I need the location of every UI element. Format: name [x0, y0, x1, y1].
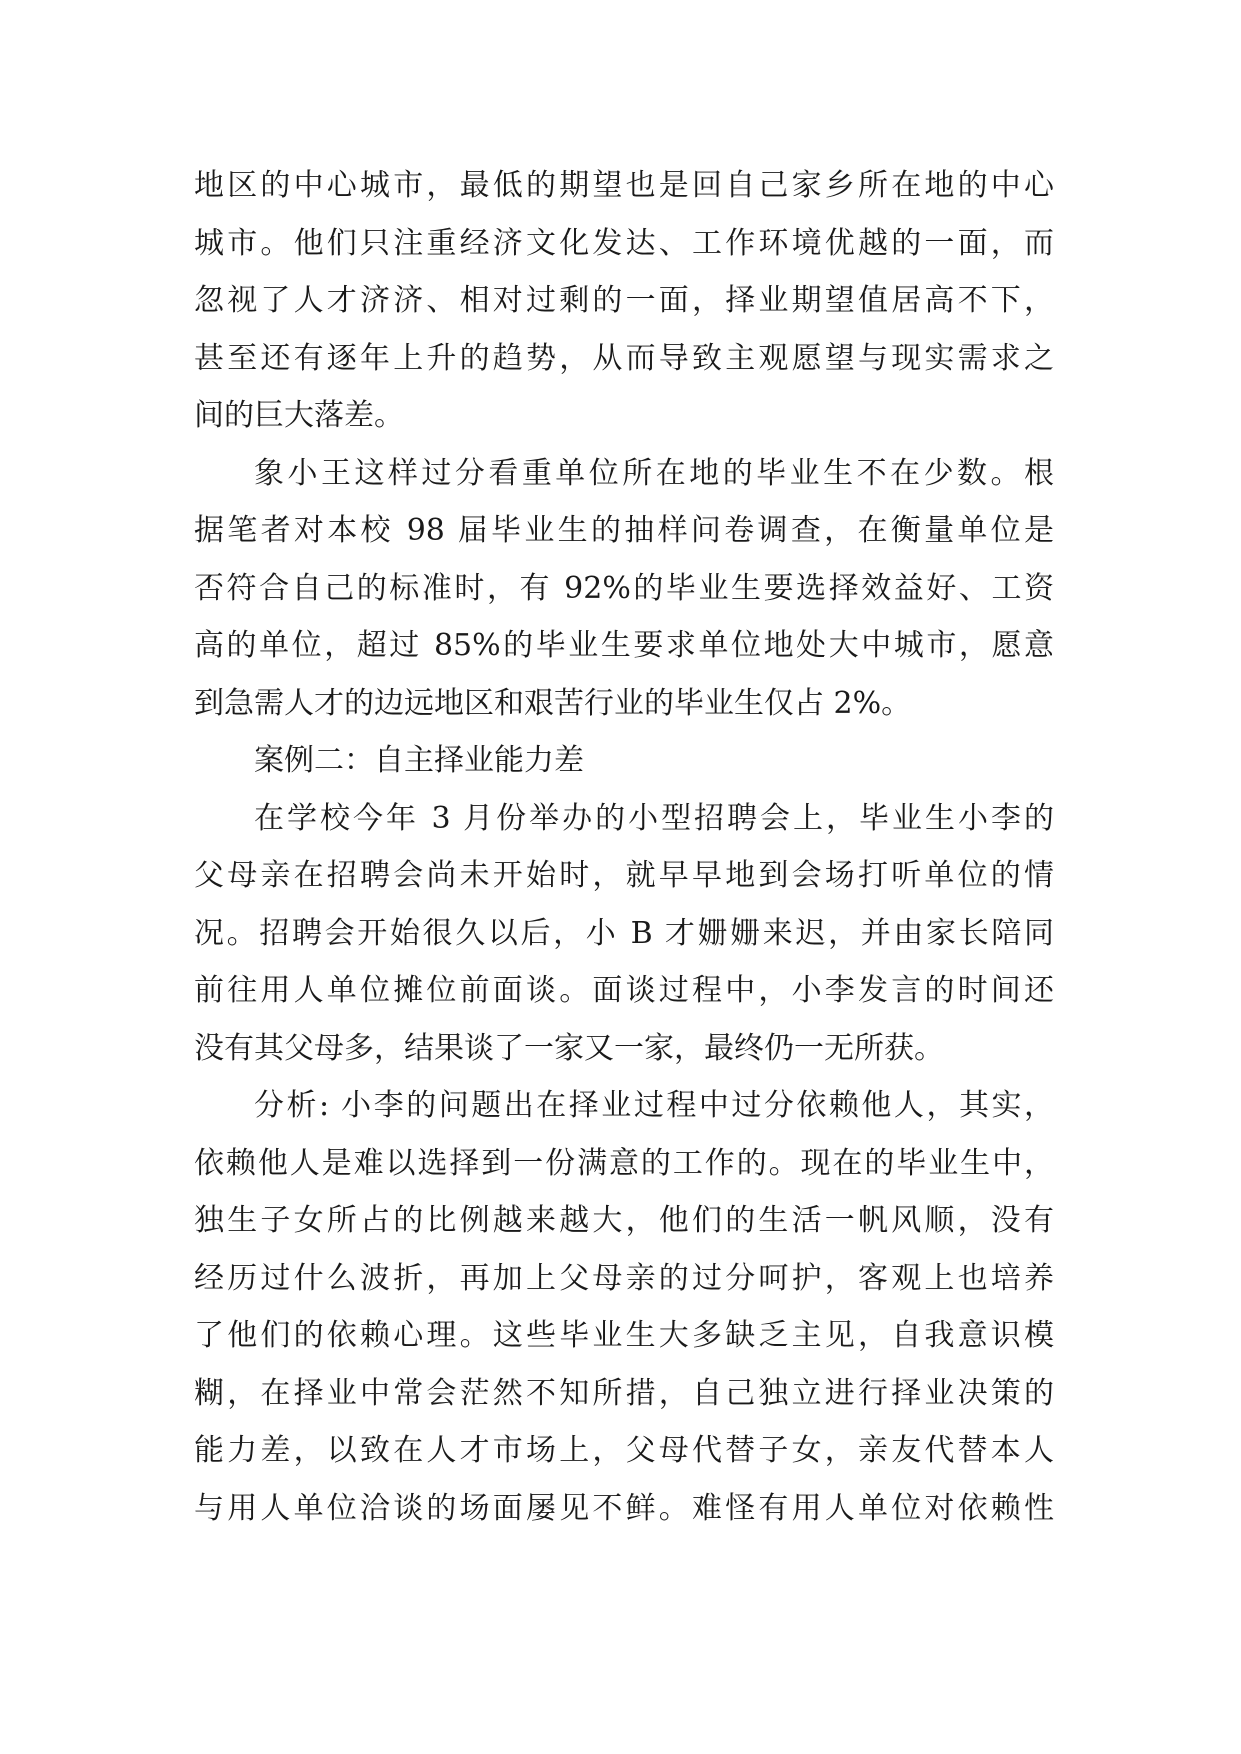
text-line: 到急需人才的边远地区和艰苦行业的毕业生仅占 2%。	[194, 685, 912, 721]
text-line: 城市。他们只注重经济文化发达、工作环境优越的一面，而	[194, 225, 1054, 261]
text-line: 没有其父母多，结果谈了一家又一家，最终仍一无所获。	[194, 1030, 944, 1066]
text-line: 依赖他人是难以选择到一份满意的工作的。现在的毕业生中，	[194, 1145, 1054, 1181]
text-line: 甚至还有逐年上升的趋势，从而导致主观愿望与现实需求之	[194, 340, 1054, 376]
text-line: 了他们的依赖心理。这些毕业生大多缺乏主见，自我意识模	[194, 1318, 1054, 1353]
text-line: 独生子女所占的比例越来越大，他们的生活一帆风顺，没有	[194, 1203, 1054, 1238]
text-line: 否符合自己的标准时，有 92%的毕业生要选择效益好、工资	[194, 570, 1054, 606]
case-heading	[194, 732, 1054, 790]
text-line: 经历过什么波折，再加上父母亲的过分呵护，客观上也培养	[194, 1260, 1054, 1296]
text-line: 高的单位，超过 85%的毕业生要求单位地处大中城市，愿意	[194, 628, 1054, 663]
text-line: 分析: 小李的问题出在择业过程中过分依赖他人，其实，	[254, 1088, 1054, 1123]
text-line: 父母亲在招聘会尚未开始时，就早早地到会场打听单位的情	[194, 858, 1054, 893]
body-text	[194, 157, 1054, 1537]
text-line: 在学校今年 3 月份举办的小型招聘会上，毕业生小李的	[254, 800, 1054, 836]
paragraph-1	[194, 157, 1054, 445]
paragraph-3	[194, 790, 1054, 1078]
text-line: 况。招聘会开始很久以后，小 B 才姗姗来迟，并由家长陪同	[194, 915, 1054, 951]
text-line: 据笔者对本校 98 届毕业生的抽样问卷调查，在衡量单位是	[194, 513, 1054, 548]
section-heading: 案例二：自主择业能力差	[254, 743, 584, 778]
text-line: 前往用人单位摊位前面谈。面谈过程中，小李发言的时间还	[194, 973, 1054, 1008]
text-line: 象小王这样过分看重单位所在地的毕业生不在少数。根	[254, 455, 1054, 491]
text-line: 糊，在择业中常会茫然不知所措，自己独立进行择业决策的	[194, 1375, 1054, 1411]
text-line: 忽视了人才济济、相对过剩的一面，择业期望值居高不下，	[194, 283, 1054, 318]
text-line: 能力差，以致在人才市场上，父母代替子女，亲友代替本人	[194, 1433, 1054, 1468]
text-line: 间的巨大落差。	[194, 398, 404, 433]
text-line: 地区的中心城市，最低的期望也是回自己家乡所在地的中心	[194, 168, 1054, 203]
paragraph-4	[194, 1077, 1054, 1537]
paragraph-2	[194, 445, 1054, 733]
text-line: 与用人单位洽谈的场面屡见不鲜。难怪有用人单位对依赖性	[194, 1490, 1054, 1526]
